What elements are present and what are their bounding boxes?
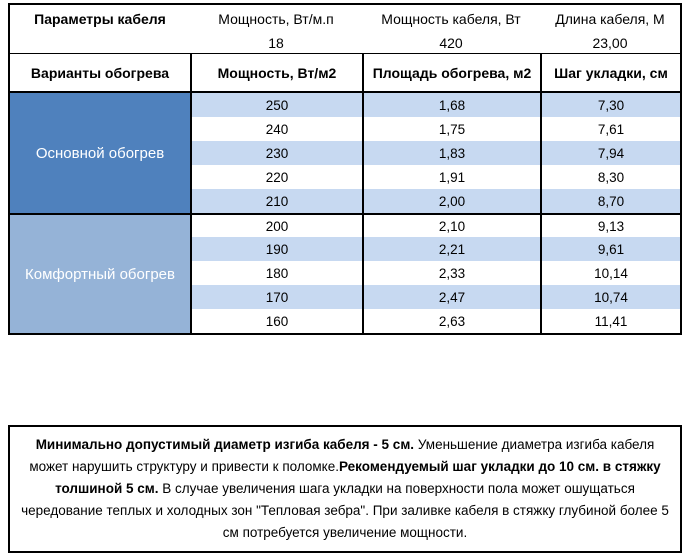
cell-power: 240 — [190, 117, 362, 141]
cell-step: 7,94 — [540, 141, 680, 165]
param-values-row — [10, 32, 680, 53]
section-label-main-heating: Основной обогрев — [10, 93, 190, 213]
param-label-power-per-m: Мощность, Вт/м.п — [218, 10, 334, 27]
cell-power: 230 — [190, 141, 362, 165]
cell-power: 210 — [190, 189, 362, 213]
cell-power: 220 — [190, 165, 362, 189]
col-header-area: Площадь обогрева, м2 — [362, 54, 540, 91]
param-label-cable-length: Длина кабеля, М — [555, 10, 665, 27]
cell-area: 1,83 — [362, 141, 540, 165]
cell-area: 1,68 — [362, 93, 540, 117]
note-bold-recommended-step: Рекомендуемый шаг укладки до 10 см. в стяжку толшиной 5 см. — [55, 459, 661, 496]
cell-power: 200 — [190, 213, 362, 237]
cell-step: 8,70 — [540, 189, 680, 213]
spreadsheet-fragment — [8, 3, 682, 553]
cell-power: 180 — [190, 261, 362, 285]
param-table-title: Параметры кабеля — [34, 10, 166, 27]
param-labels-row — [10, 5, 680, 32]
cell-power: 250 — [190, 93, 362, 117]
note-bold-min-diameter: Минимально допустимый диаметр изгиба кабеля - 5 см. — [35, 437, 415, 452]
cable-table — [8, 3, 682, 335]
param-label-cable-power: Мощность кабеля, Вт — [381, 10, 521, 27]
param-value-cable-length: 23,00 — [592, 34, 628, 51]
cell-step: 8,30 — [540, 165, 680, 189]
cell-area: 2,10 — [362, 213, 540, 237]
column-header-row — [10, 53, 680, 93]
cell-step: 10,74 — [540, 285, 680, 309]
cell-power: 170 — [190, 285, 362, 309]
data-rows — [10, 93, 680, 333]
cell-step: 7,30 — [540, 93, 680, 117]
note-box — [8, 425, 682, 553]
param-value-cable-power: 420 — [439, 34, 463, 51]
note-text-2: В случае увеличения шага укладки на поверхности пола может ошущаться чередование теплых и холодных зон "Тепловая зебра". При заливке кабеля в стяжку глубиной более 5 см потребуется увеличение мощности. — [21, 481, 669, 540]
cell-area: 2,63 — [362, 309, 540, 333]
cell-step: 10,14 — [540, 261, 680, 285]
cell-step: 9,13 — [540, 213, 680, 237]
param-value-power-per-m: 18 — [268, 34, 284, 51]
param-value-empty — [10, 32, 190, 53]
cell-step: 11,41 — [540, 309, 680, 333]
cell-area: 2,47 — [362, 285, 540, 309]
cell-area: 2,21 — [362, 237, 540, 261]
cell-power: 160 — [190, 309, 362, 333]
cell-area: 1,91 — [362, 165, 540, 189]
cell-area: 2,33 — [362, 261, 540, 285]
cell-step: 9,61 — [540, 237, 680, 261]
cell-area: 1,75 — [362, 117, 540, 141]
cell-area: 2,00 — [362, 189, 540, 213]
cell-step: 7,61 — [540, 117, 680, 141]
section-label-comfort-heating: Комфортный обогрев — [10, 213, 190, 333]
note-text-1: Уменьшение диаметра изгиба кабеля может нарушить структуру и привести к поломке. — [29, 437, 655, 474]
col-header-variants: Варианты обогрева — [30, 64, 170, 81]
col-header-step: Шаг укладки, см — [540, 54, 680, 91]
cell-power: 190 — [190, 237, 362, 261]
col-header-power: Мощность, Вт/м2 — [190, 54, 362, 91]
